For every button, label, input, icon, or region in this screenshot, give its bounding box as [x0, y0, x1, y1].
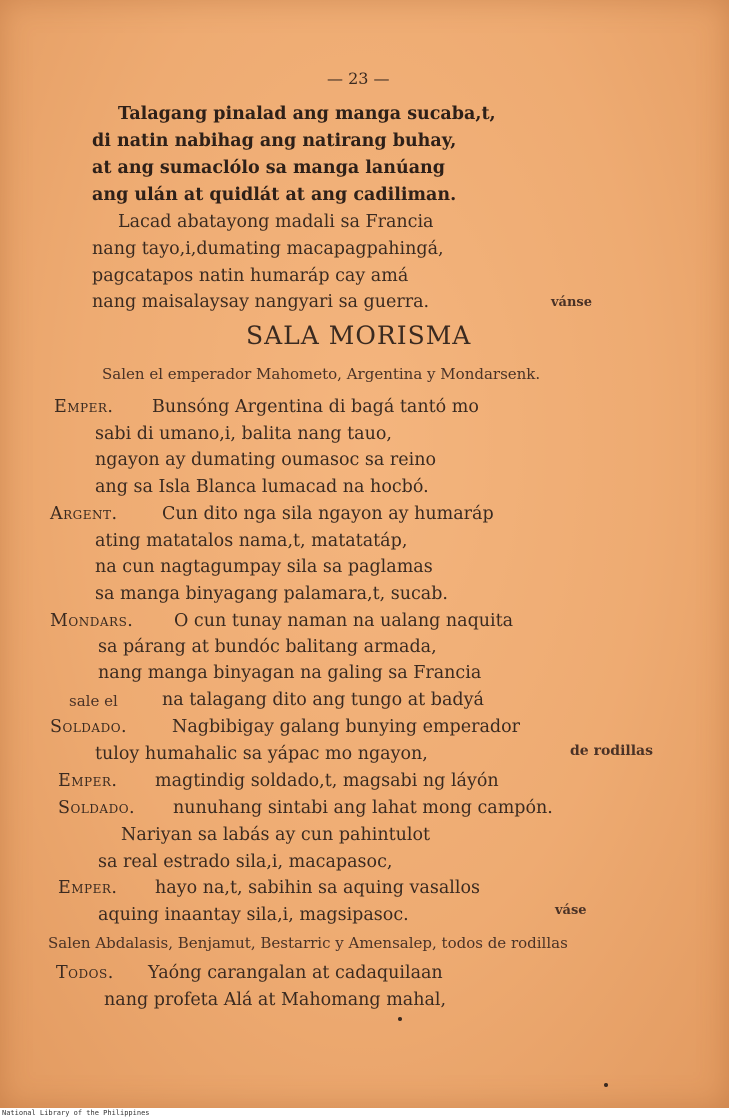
speaker-argent: Argent.: [50, 504, 118, 524]
verse-line: sa real estrado sila,i, macapasoc,: [98, 852, 393, 872]
speaker-emper: Emper.: [58, 771, 118, 791]
verse-line: sa párang at bundóc balitang armada,: [98, 637, 437, 657]
ink-dot: [604, 1083, 608, 1087]
verse-line: at ang sumaclólo sa manga lanúang: [92, 158, 445, 178]
verse-line: Bunsóng Argentina di bagá tantó mo: [152, 397, 479, 417]
verse-line: aquing inaantay sila,i, magsipasoc.: [98, 905, 409, 925]
margin-note-vase: váse: [555, 903, 587, 918]
verse-line: Nagbibigay galang bunying emperador: [172, 717, 521, 737]
margin-note-sale-el: sale el: [69, 692, 118, 710]
verse-line: tuloy humahalic sa yápac mo ngayon,: [95, 744, 428, 764]
verse-line: nang tayo,i,dumating macapagpahingá,: [92, 239, 444, 259]
page-number: — 23 —: [327, 69, 390, 88]
section-title: SALA MORISMA: [246, 321, 472, 350]
margin-note-vanse: vánse: [551, 295, 593, 310]
verse-line: Nariyan sa labás ay cun pahintulot: [121, 825, 431, 845]
ink-dot: [398, 1017, 402, 1021]
speaker-soldado: Soldado.: [50, 717, 128, 737]
verse-line: Yaóng carangalan at cadaquilaan: [148, 963, 443, 983]
verse-line: sabi di umano,i, balita nang tauo,: [95, 424, 392, 444]
speaker-mondars: Mondars.: [50, 611, 134, 631]
verse-line: ang sa Isla Blanca lumacad na hocbó.: [95, 477, 429, 497]
verse-line: ngayon ay dumating oumasoc sa reino: [95, 450, 437, 470]
stage-direction: Salen Abdalasis, Benjamut, Bestarric y Amensalep, todos de rodillas: [48, 934, 568, 952]
verse-line: pagcatapos natin humaráp cay amá: [92, 266, 409, 286]
speaker-soldado: Soldado.: [58, 798, 136, 818]
verse-line: Lacad abatayong madali sa Francia: [118, 212, 434, 232]
verse-line: na cun nagtagumpay sila sa paglamas: [95, 557, 433, 577]
verse-line: nunuhang sintabi ang lahat mong campón.: [173, 798, 553, 818]
verse-line: di natin nabihag ang natirang buhay,: [92, 131, 457, 151]
verse-line: sa manga binyagang palamara,t, sucab.: [95, 584, 448, 604]
footer-attribution: National Library of the Philippines: [0, 1109, 729, 1118]
verse-line: hayo na,t, sabihin sa aquing vasallos: [155, 878, 480, 898]
verse-line: nang manga binyagan na galing sa Francia: [98, 663, 482, 683]
verse-line: na talagang dito ang tungo at badyá: [162, 690, 484, 710]
verse-line: ating matatalos nama,t, matatatáp,: [95, 531, 408, 551]
verse-line: O cun tunay naman na ualang naquita: [174, 611, 514, 631]
verse-line: ang ulán at quidlát at ang cadiliman.: [92, 185, 457, 205]
speaker-emper: Emper.: [58, 878, 118, 898]
verse-line: magtindig soldado,t, magsabi ng láyón: [155, 771, 499, 791]
verse-line: Cun dito nga sila ngayon ay humaráp: [162, 504, 494, 524]
verse-line: Talagang pinalad ang manga sucaba,t,: [118, 104, 496, 124]
speaker-emper: Emper.: [54, 397, 114, 417]
speaker-todos: Todos.: [56, 963, 114, 983]
verse-line: nang maisalaysay nangyari sa guerra.: [92, 292, 430, 312]
stage-direction: Salen el emperador Mahometo, Argentina y Mondarsenk.: [102, 365, 541, 383]
verse-line: nang profeta Alá at Mahomang mahal,: [104, 990, 447, 1010]
margin-note-de-rodillas: de rodillas: [570, 743, 653, 759]
